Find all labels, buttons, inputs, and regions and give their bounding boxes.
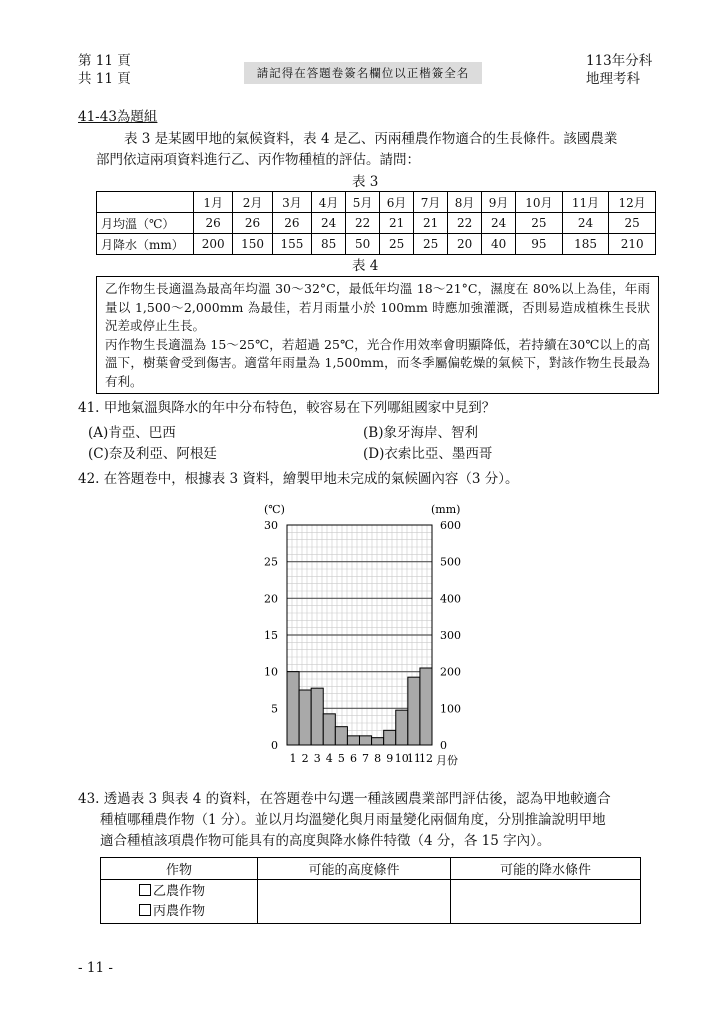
temperature-cell: 21	[414, 213, 448, 234]
crop-c-conditions: 丙作物生長適溫為 15～25℃，若超過 25℃，光合作用效率會明顯降低，若持續在30℃以上的高溫下，樹葉會受到傷害。適當年雨量為 1,500mm，而冬季屬偏乾燥的氣候下，對該作物生長最為有利。	[105, 336, 650, 389]
left-tick-label: 5	[271, 702, 278, 716]
left-tick-label: 30	[264, 519, 278, 532]
month-tick-label: 8	[374, 752, 382, 765]
rainfall-bar	[408, 677, 420, 745]
rainfall-bars	[287, 668, 432, 745]
temperature-cell: 21	[380, 213, 414, 234]
q43-line-1: 43. 透過表 3 與表 4 的資料，在答題卷中勾選一種該國農業部門評估後，認為甲地較適合	[78, 791, 611, 807]
crop-choice-b[interactable]	[139, 882, 257, 902]
right-tick-label: 400	[440, 592, 461, 606]
rainfall-cell: 25	[414, 234, 448, 255]
crop-choice-c[interactable]	[139, 902, 257, 922]
rainfall-cell: 85	[312, 234, 346, 255]
page-total: 共 11 頁	[78, 71, 131, 87]
month-header: 6月	[380, 192, 414, 213]
month-tick-label: 5	[337, 752, 345, 765]
rainfall-cell: 185	[562, 234, 609, 255]
month-header: 3月	[272, 192, 311, 213]
answer-table-row	[101, 880, 641, 924]
checkbox-icon[interactable]	[139, 904, 151, 916]
temperature-cell: 26	[233, 213, 272, 234]
exam-subject	[586, 52, 652, 88]
right-tick-label: 100	[440, 702, 461, 716]
month-tick-label: 3	[313, 752, 321, 765]
month-tick-label: 7	[362, 752, 370, 765]
rainfall-bar	[396, 710, 408, 745]
rainfall-bar	[311, 688, 323, 745]
month-tick-label: 1	[289, 752, 297, 765]
header-altitude: 可能的高度條件	[258, 858, 451, 880]
rainfall-bar	[335, 727, 347, 745]
temperature-cell: 22	[448, 213, 482, 234]
q41-stem: 41. 甲地氣溫與降水的年中分布特色，較容易在下列哪組國家中見到？	[78, 400, 496, 416]
answer-table	[100, 857, 641, 924]
crop-choice-b-label: 乙農作物	[153, 883, 206, 899]
intro-line-2: 部門依這兩項資料進行乙、丙作物種植的評估。請問：	[96, 152, 420, 168]
rainfall-bar	[384, 730, 396, 745]
left-tick-label: 0	[271, 739, 278, 752]
month-header: 12月	[609, 192, 656, 213]
rainfall-cell: 150	[233, 234, 272, 255]
signature-reminder-banner: 請記得在答題卷簽名欄位以正楷簽全名	[244, 62, 482, 84]
crop-b-conditions: 乙作物生長適溫為最高年均溫 30～32°C，最低年均溫 18～21°C，濕度在 80%以上為佳，年雨量以 1,500～2,000mm 為最佳，若月雨量小於 100mm 時應加強灌溉，否則易造成植株生長狀況差或停止生長。	[105, 281, 650, 333]
month-tick-label: 4	[325, 752, 333, 765]
temperature-cell: 25	[516, 213, 563, 234]
month-tick-label: 6	[349, 752, 357, 765]
month-tick-label: 9	[386, 752, 394, 765]
altitude-answer-cell[interactable]	[258, 880, 451, 924]
month-header: 5月	[346, 192, 380, 213]
rainfall-row	[97, 234, 656, 255]
month-tick-label: 10	[394, 752, 409, 765]
rainfall-bar	[287, 672, 299, 745]
month-header: 7月	[414, 192, 448, 213]
right-tick-label: 300	[440, 629, 461, 642]
crop-choice-cell	[101, 880, 258, 924]
month-tick-label: 2	[301, 752, 309, 765]
rainfall-cell: 155	[272, 234, 311, 255]
intro-line-1: 表 3 是某國甲地的氣候資料，表 4 是乙、丙兩種農作物適合的生長條件。該國農業	[124, 131, 618, 147]
exam-year: 113年分科	[586, 53, 653, 69]
rainfall-bar	[360, 736, 372, 745]
q41-option-c: (C)奈及利亞、阿根廷	[88, 446, 217, 462]
q43-line-2: 種植哪種農作物（1 分）。並以月均溫變化與月雨量變化兩個角度，分別推論說明甲地	[100, 812, 606, 828]
temperature-cell: 22	[346, 213, 380, 234]
climate-table	[96, 191, 656, 255]
left-axis-unit: (℃)	[264, 503, 285, 516]
month-header: 10月	[516, 192, 563, 213]
right-tick-label: 600	[440, 519, 461, 532]
table3-corner-cell	[97, 192, 194, 213]
rainfall-cell: 210	[609, 234, 656, 255]
exam-subject-name: 地理考科	[586, 71, 640, 87]
month-header: 4月	[312, 192, 346, 213]
month-header: 2月	[233, 192, 272, 213]
rainfall-bar	[347, 736, 359, 745]
right-tick-label: 0	[440, 739, 447, 752]
temperature-row	[97, 213, 656, 234]
month-tick-label: 11	[406, 752, 421, 765]
climate-chart	[240, 498, 480, 780]
month-header: 1月	[194, 192, 233, 213]
rainfall-bar	[323, 714, 335, 745]
checkbox-icon[interactable]	[139, 884, 151, 896]
x-axis-label: 月份	[436, 754, 458, 767]
month-header: 8月	[448, 192, 482, 213]
rainfall-bar	[420, 668, 432, 745]
rainfall-cell: 20	[448, 234, 482, 255]
temperature-cell: 26	[194, 213, 233, 234]
temperature-cell: 24	[562, 213, 609, 234]
q41-option-b: (B)象牙海岸、智利	[363, 425, 478, 441]
temperature-cell: 25	[609, 213, 656, 234]
month-header: 9月	[482, 192, 516, 213]
rainfall-bar	[372, 738, 384, 745]
crop-conditions-box	[96, 276, 659, 394]
page-number	[78, 52, 131, 88]
q41-option-a: (A)肯亞、巴西	[88, 425, 176, 441]
q41-option-d: (D)衣索比亞、墨西哥	[363, 446, 493, 462]
question-group-title: 41-43為題組	[78, 109, 158, 125]
rainfall-cell: 50	[346, 234, 380, 255]
page-current: 第 11 頁	[78, 53, 131, 69]
left-tick-label: 15	[264, 629, 278, 642]
header-rainfall: 可能的降水條件	[451, 858, 641, 880]
left-tick-label: 20	[264, 592, 278, 606]
rainfall-cell: 40	[482, 234, 516, 255]
left-tick-label: 25	[264, 555, 278, 569]
table4-caption: 表 4	[352, 258, 379, 274]
month-header: 11月	[562, 192, 609, 213]
table3-caption: 表 3	[352, 174, 379, 190]
answer-table-header	[101, 858, 641, 880]
month-tick-label: 12	[418, 752, 433, 765]
q43-line-3: 適合種植該項農作物可能具有的高度與降水條件特徵（4 分，各 15 字內）。	[100, 833, 551, 849]
rainfall-cell: 25	[380, 234, 414, 255]
header-crop: 作物	[101, 858, 258, 880]
rainfall-cell: 200	[194, 234, 233, 255]
q42-stem: 42. 在答題卷中，根據表 3 資料，繪製甲地未完成的氣候圖內容（3 分）。	[78, 471, 519, 487]
right-tick-label: 500	[440, 555, 461, 569]
crop-choice-c-label: 丙農作物	[153, 903, 206, 919]
left-tick-label: 10	[264, 665, 278, 679]
temperature-cell: 24	[482, 213, 516, 234]
right-axis-unit: (mm)	[431, 503, 461, 516]
temperature-cell: 24	[312, 213, 346, 234]
temperature-cell: 26	[272, 213, 311, 234]
rainfall-row-label: 月降水（mm）	[97, 234, 194, 255]
table3-header-row	[97, 192, 656, 213]
rainfall-answer-cell[interactable]	[451, 880, 641, 924]
rainfall-cell: 95	[516, 234, 563, 255]
temperature-row-label: 月均溫（℃）	[97, 213, 194, 234]
page-footer: - 11 -	[78, 960, 113, 976]
rainfall-bar	[299, 690, 311, 745]
right-tick-label: 200	[440, 665, 461, 679]
